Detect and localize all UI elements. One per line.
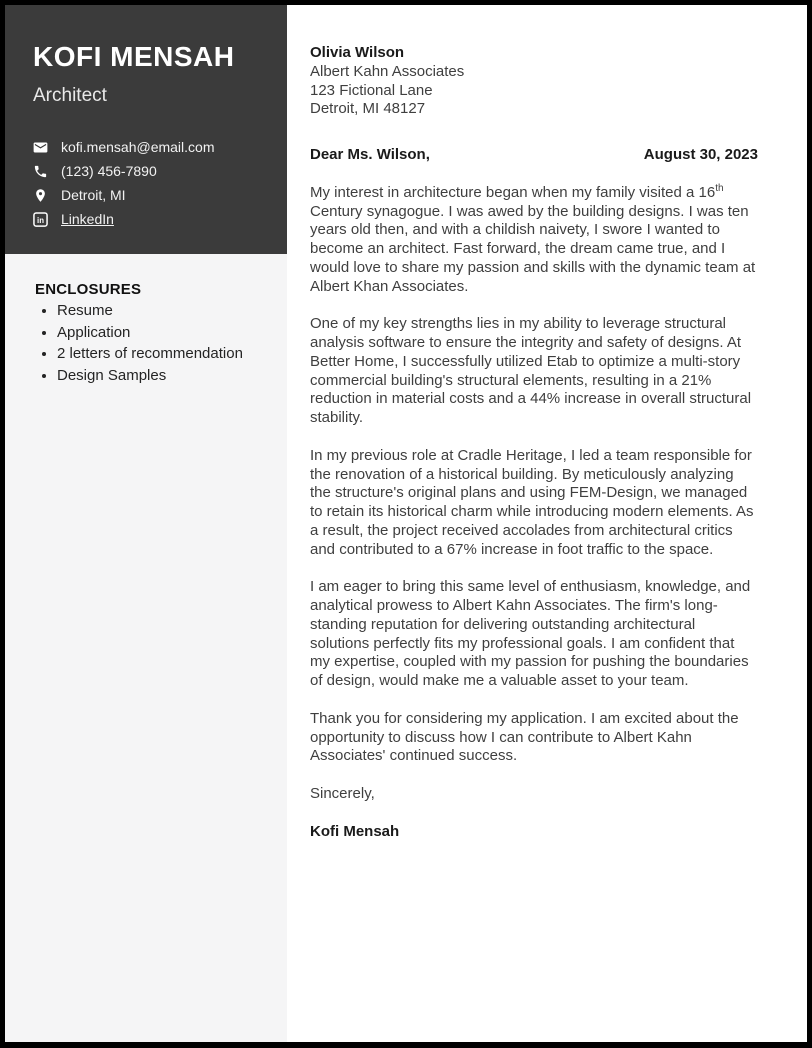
contact-phone [33,163,265,180]
enclosure-item: • 2 letters of recommendation [57,344,271,363]
signature-name: Kofi Mensah [310,822,400,840]
enclosures-section [5,254,287,387]
paragraph-text: My interest in architecture began when my family visited a 16 [310,183,716,201]
recipient-company: Albert Kahn Associates [310,62,465,80]
paragraph-strengths: One of my key strengths lies in my ability to leverage structural analysis software to ensure the integrity and safety of designs. At Better Home, I successfully utilized Etab to optimize a multi-story commercial building's structural elements, resulting in a 21% reduction in material costs and a 44% increase in overall structural stability. [310,315,752,426]
location-text: Detroit, MI [61,187,126,203]
sidebar-header [5,5,287,254]
contact-linkedin [33,211,265,228]
recipient-street: 123 Fictional Lane [310,81,433,99]
enclosure-item: • Design Samples [57,366,271,385]
svg-text:in: in [37,215,44,225]
location-icon [33,188,48,203]
paragraph-thanks: Thank you for considering my application. I am excited about the opportunity to discuss how I can contribute to Albert Kahn Associates' continued success. [310,709,739,765]
recipient-block [310,44,758,119]
enclosures-list [35,301,271,385]
enclosure-item: • Resume [57,301,271,320]
enclosures-heading: ENCLOSURES [35,281,142,298]
contact-list [33,139,265,228]
paragraph-text: Century synagogue. I was awed by the building designs. I was ten years old then, and with a childish naivety, I swore I wanted to become an architect. Fast forward, the dream came true, and I would love to share my passion and skills with the dynamic team at Albert Khan Associates. [310,202,756,295]
candidate-name: KOFI MENSAH [33,41,235,72]
candidate-title: Architect [33,85,107,106]
paragraph-previous-role: In my previous role at Cradle Heritage, I led a team responsible for the renovation of a historical building. By meticulously analyzing the structure's original plans and using FEM-Design, we managed to retain its historical charm while introducing modern elements. As a result, the project received accolades from architectural critics and contributed to a 67% increase in foot traffic to the space. [310,446,754,558]
phone-text: (123) 456-7890 [61,163,157,179]
recipient-name: Olivia Wilson [310,44,405,61]
salutation: Dear Ms. Wilson, [310,146,430,163]
letter-body [287,5,807,1042]
email-icon [33,140,48,155]
paragraph-intro [310,184,758,297]
linkedin-icon [33,212,48,227]
contact-email [33,139,265,156]
sidebar [5,5,287,1042]
recipient-city: Detroit, MI 48127 [310,100,426,118]
salutation-row [310,146,758,165]
phone-icon [33,164,48,179]
enclosure-item: • Application [57,323,271,342]
paragraph-motivation: I am eager to bring this same level of enthusiasm, knowledge, and analytical prowess to Albert Kahn Associates. The firm's long-standing reputation for delivering outstanding architectural solutions perfectly fits my professional goals. I am confident that my expertise, coupled with my passion for pushing the boundaries of design, would make me a valuable asset to your team. [310,578,751,689]
email-text: kofi.mensah@email.com [61,139,215,155]
closing: Sincerely, [310,785,375,802]
ordinal-superscript: th [715,182,724,194]
contact-location [33,187,265,204]
linkedin-link[interactable]: LinkedIn [61,211,114,227]
letter-date: August 30, 2023 [643,146,758,163]
